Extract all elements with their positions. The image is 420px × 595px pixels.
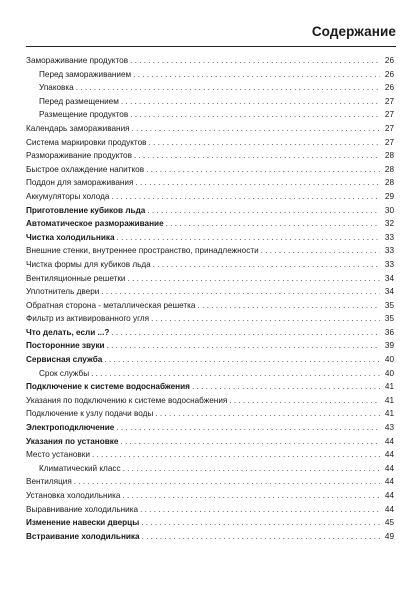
dot-leader	[76, 81, 380, 95]
dot-leader	[149, 136, 381, 150]
dot-leader	[120, 435, 380, 449]
toc-entry-title: Обратная сторона - металлическая решетка	[26, 300, 196, 310]
toc-entry-title: Изменение навески дверцы	[26, 518, 140, 528]
toc-entry-title: Что делать, если ...?	[26, 327, 110, 337]
toc-entry-title: Вентиляционные решетки	[26, 273, 126, 283]
page-title: Содержание	[311, 24, 396, 39]
toc-entry-page: 40	[384, 368, 394, 378]
toc-entry-page: 28	[384, 178, 394, 188]
toc-entry-title: Срок службы	[39, 368, 90, 378]
dot-leader	[198, 299, 381, 313]
toc-entry	[26, 367, 394, 381]
toc-entry	[26, 136, 394, 150]
toc-entry-title: Внешние стенки, внутреннее пространство, принадлежности	[26, 246, 259, 256]
toc-entry-title: Вентиляция	[26, 477, 72, 487]
toc-entry-title: Перед размещением	[39, 96, 119, 106]
dot-leader	[132, 122, 380, 136]
toc-entry	[26, 95, 394, 109]
toc-entry-page: 29	[384, 191, 394, 201]
dot-leader	[147, 204, 380, 218]
toc-entry	[26, 448, 394, 462]
toc-entry-title: Выравнивание холодильника	[26, 504, 139, 514]
toc-entry-title: Аккумуляторы холода	[26, 191, 110, 201]
toc-entry	[26, 163, 394, 177]
toc-entry	[26, 421, 394, 435]
toc-entry-page: 27	[384, 137, 394, 147]
toc-entry-page: 36	[384, 327, 394, 337]
dot-leader	[141, 516, 380, 530]
toc-entry-page: 44	[384, 450, 394, 460]
toc-entry-page: 27	[384, 123, 394, 133]
toc-entry-page: 49	[384, 531, 394, 541]
dot-leader	[101, 285, 380, 299]
dot-leader	[142, 530, 380, 544]
toc-entry-page: 41	[384, 382, 394, 392]
toc-entry-page: 26	[384, 69, 394, 79]
dot-leader	[111, 190, 380, 204]
toc-entry	[26, 204, 394, 218]
table-of-contents	[26, 54, 394, 543]
dot-leader	[116, 421, 380, 435]
toc-entry-page: 35	[384, 300, 394, 310]
toc-entry-title: Сервисная служба	[26, 355, 103, 365]
toc-entry	[26, 312, 394, 326]
toc-entry	[26, 489, 394, 503]
dot-leader	[107, 339, 380, 353]
toc-entry	[26, 81, 394, 95]
toc-entry-page: 44	[384, 463, 394, 473]
page-header	[26, 24, 396, 47]
toc-entry-title: Чистка формы для кубиков льда	[26, 259, 151, 269]
dot-leader	[122, 489, 380, 503]
toc-entry-page: 45	[384, 518, 394, 528]
toc-entry-page: 27	[384, 96, 394, 106]
toc-entry	[26, 326, 394, 340]
dot-leader	[146, 163, 380, 177]
toc-entry	[26, 108, 394, 122]
toc-entry	[26, 435, 394, 449]
toc-entry-title: Автоматическое размораживание	[26, 219, 164, 229]
toc-entry-title: Фильтр из активированного угля	[26, 314, 150, 324]
toc-entry-title: Уплотнитель двери	[26, 287, 100, 297]
dot-leader	[121, 95, 380, 109]
toc-entry-title: Размещение продуктов	[39, 110, 129, 120]
toc-entry	[26, 258, 394, 272]
toc-entry-title: Указания по подключению к системе водоснабжения	[26, 395, 228, 405]
toc-entry	[26, 299, 394, 313]
toc-entry-page: 26	[384, 56, 394, 65]
dot-leader	[151, 312, 380, 326]
toc-entry	[26, 122, 394, 136]
toc-entry	[26, 516, 394, 530]
toc-entry	[26, 394, 394, 408]
toc-entry-title: Подключение к системе водоснабжения	[26, 382, 190, 392]
toc-entry-page: 26	[384, 83, 394, 93]
dot-leader	[104, 353, 380, 367]
toc-entry-title: Установка холодильника	[26, 491, 121, 500]
toc-entry-title: Чистка холодильника	[26, 232, 115, 242]
toc-entry-title: Календарь замораживания	[26, 123, 130, 133]
dot-leader	[166, 217, 380, 231]
toc-entry-title: Указания по установке	[26, 436, 119, 446]
toc-entry-page: 33	[384, 259, 394, 269]
toc-entry-page: 39	[384, 341, 394, 351]
toc-entry-page: 27	[384, 110, 394, 120]
dot-leader	[91, 367, 380, 381]
dot-leader	[123, 462, 380, 476]
toc-entry	[26, 380, 394, 394]
toc-entry-page: 44	[384, 491, 394, 500]
toc-entry-title: Поддон для замораживания	[26, 178, 134, 188]
toc-entry-title: Система маркировки продуктов	[26, 137, 147, 147]
toc-entry-title: Размораживание продуктов	[26, 151, 132, 161]
toc-entry-page: 32	[384, 219, 394, 229]
dot-leader	[111, 326, 380, 340]
toc-entry	[26, 475, 394, 489]
toc-entry-page: 28	[384, 151, 394, 161]
toc-entry-page: 44	[384, 477, 394, 487]
toc-entry	[26, 217, 394, 231]
toc-entry-page: 34	[384, 287, 394, 297]
toc-entry	[26, 503, 394, 517]
dot-leader	[261, 244, 380, 258]
toc-entry-page: 43	[384, 423, 394, 433]
dot-leader	[140, 503, 380, 517]
toc-entry-page: 33	[384, 232, 394, 242]
toc-entry	[26, 272, 394, 286]
dot-leader	[92, 448, 380, 462]
dot-leader	[135, 176, 380, 190]
dot-leader	[74, 475, 380, 489]
toc-entry-page: 41	[384, 395, 394, 405]
toc-entry-title: Встраивание холодильника	[26, 531, 140, 541]
toc-entry	[26, 407, 394, 421]
toc-entry-page: 41	[384, 409, 394, 419]
toc-entry	[26, 54, 394, 68]
toc-entry	[26, 149, 394, 163]
toc-entry-title: Быстрое охлаждение напитков	[26, 164, 145, 174]
toc-entry	[26, 339, 394, 353]
dot-leader	[229, 394, 380, 408]
dot-leader	[130, 54, 380, 68]
toc-entry	[26, 530, 394, 544]
toc-entry	[26, 244, 394, 258]
toc-entry-page: 44	[384, 504, 394, 514]
toc-entry-title: Перед замораживанием	[39, 69, 132, 79]
toc-entry-title: Приготовление кубиков льда	[26, 205, 146, 215]
toc-entry	[26, 353, 394, 367]
toc-entry-title: Место установки	[26, 450, 90, 460]
toc-entry	[26, 462, 394, 476]
toc-entry-title: Подключение к узлу подачи воды	[26, 409, 154, 419]
dot-leader	[153, 258, 380, 272]
toc-entry-page: 44	[384, 436, 394, 446]
toc-entry-title: Электроподключение	[26, 423, 115, 433]
toc-entry	[26, 190, 394, 204]
toc-entry-title: Упаковка	[39, 83, 74, 93]
dot-leader	[128, 272, 380, 286]
toc-entry-page: 30	[384, 205, 394, 215]
dot-leader	[133, 68, 380, 82]
toc-entry-page: 33	[384, 246, 394, 256]
toc-entry	[26, 285, 394, 299]
toc-entry-title: Замораживание продуктов	[26, 56, 129, 65]
toc-entry	[26, 231, 394, 245]
toc-entry-title: Посторонние звуки	[26, 341, 105, 351]
toc-entry	[26, 176, 394, 190]
toc-entry-page: 28	[384, 164, 394, 174]
dot-leader	[192, 380, 380, 394]
dot-leader	[134, 149, 380, 163]
toc-entry-page: 40	[384, 355, 394, 365]
toc-entry-title: Климатический класс	[39, 463, 121, 473]
toc-entry-page: 35	[384, 314, 394, 324]
dot-leader	[117, 231, 380, 245]
toc-entry	[26, 68, 394, 82]
toc-entry-page: 34	[384, 273, 394, 283]
dot-leader	[130, 108, 380, 122]
dot-leader	[155, 407, 380, 421]
